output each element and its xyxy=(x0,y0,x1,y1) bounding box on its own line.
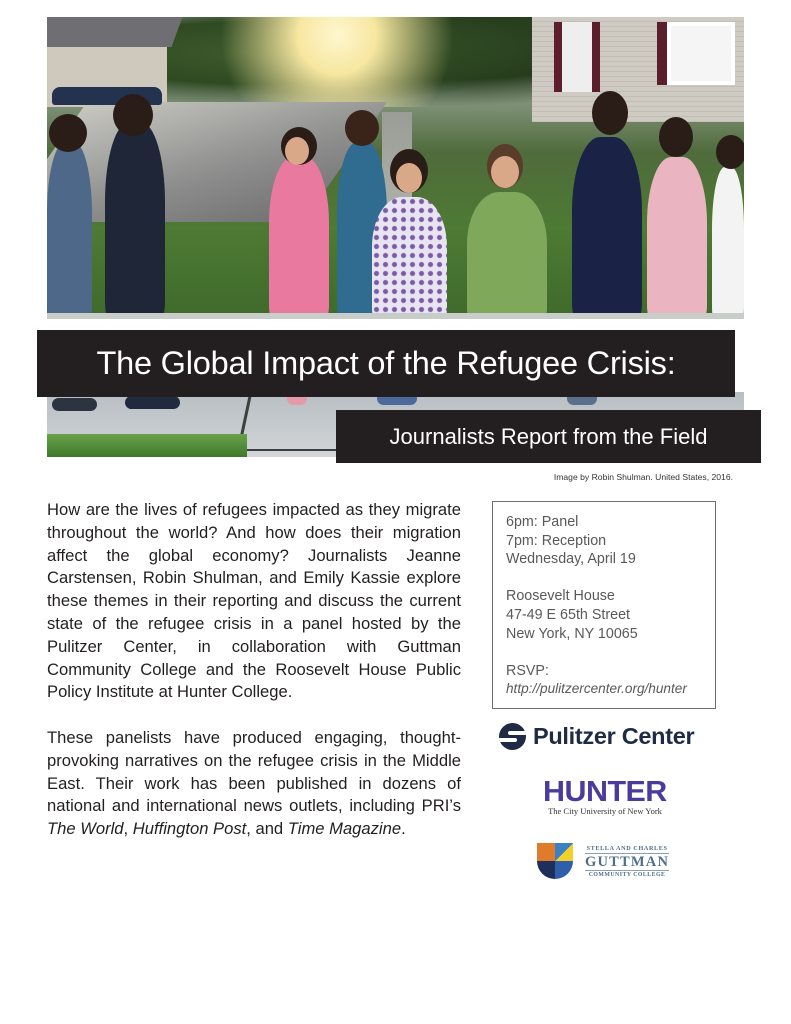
mark-stripe xyxy=(508,731,526,735)
venue-name: Roosevelt House xyxy=(506,588,615,605)
child xyxy=(467,192,547,319)
child-face xyxy=(396,163,422,193)
separator: , and xyxy=(246,819,288,839)
shield-quadrant xyxy=(555,843,573,861)
guttman-logo-wordmark xyxy=(585,845,669,878)
shield-quadrant xyxy=(537,843,555,861)
image-credit: Image by Robin Shulman. United States, 2016. xyxy=(553,472,733,482)
body-paragraph-2 xyxy=(47,727,461,841)
body-paragraph-1: How are the lives of refugees impacted as they migrate throughout the world? And how does their migration affect the global economy? Journalists Jeanne Carstensen, Robin Shulman, and Emily Kassie explore these themes in their reporting and discuss the current state of the refugee crisis in a panel hosted by the Pulitzer Center, in collaboration with Guttman Community College and the Roosevelt House Public Policy Institute at Hunter College. xyxy=(47,500,461,702)
child-head xyxy=(345,110,379,146)
guttman-shield-icon xyxy=(537,843,573,879)
guttman-college-logo xyxy=(537,843,669,879)
child-head xyxy=(592,91,628,135)
child xyxy=(105,122,165,319)
title-banner xyxy=(37,330,735,397)
window xyxy=(667,22,735,85)
shield-quadrant xyxy=(537,861,555,879)
hunter-college-logo xyxy=(542,776,668,816)
guttman-logo-name: GUTTMAN xyxy=(585,853,670,870)
pulitzer-center-logo xyxy=(499,723,694,750)
schedule-reception: 7pm: Reception xyxy=(506,532,607,549)
subtitle-banner xyxy=(336,410,761,463)
page-subtitle: Journalists Report from the Field xyxy=(389,423,708,449)
child-head xyxy=(716,135,744,169)
event-info-box xyxy=(492,501,716,709)
child-face xyxy=(285,137,309,165)
child-face xyxy=(491,156,519,188)
spacer xyxy=(506,569,715,588)
shoe xyxy=(125,396,180,409)
rsvp-label: RSVP: xyxy=(506,662,549,679)
pulitzer-logo-text: Pulitzer Center xyxy=(533,723,695,749)
venue-city: New York, NY 10065 xyxy=(506,625,638,642)
house-right xyxy=(532,17,744,122)
hero-photo-main xyxy=(47,17,744,319)
child xyxy=(572,137,642,319)
mark-stripe xyxy=(499,738,517,742)
body-text xyxy=(47,499,461,864)
child xyxy=(372,197,447,319)
schedule-panel: 6pm: Panel xyxy=(506,514,579,530)
hunter-logo-tagline: The City University of New York xyxy=(548,806,662,816)
child xyxy=(647,157,707,319)
window xyxy=(562,22,592,92)
child-head xyxy=(49,114,87,152)
separator: , xyxy=(123,819,133,839)
shoe xyxy=(52,398,97,411)
road xyxy=(47,102,387,222)
child xyxy=(269,157,329,319)
outlet-huffington-post: Huffington Post xyxy=(132,819,247,839)
child xyxy=(712,167,744,319)
outlet-the-world: The World xyxy=(47,819,124,839)
pulitzer-mark-icon xyxy=(499,723,526,750)
paragraph-end: . xyxy=(401,819,406,839)
guttman-logo-top: STELLA AND CHARLES xyxy=(586,844,668,852)
sidewalk-edge xyxy=(47,313,744,319)
venue-street: 47-49 E 65th Street xyxy=(506,606,630,623)
guttman-logo-bottom: COMMUNITY COLLEGE xyxy=(588,871,666,878)
hunter-logo-text: HUNTER xyxy=(543,776,667,808)
child-head xyxy=(659,117,693,157)
page-title: The Global Impact of the Refugee Crisis: xyxy=(96,345,676,381)
roof xyxy=(47,17,182,47)
event-date: Wednesday, April 19 xyxy=(506,551,636,568)
rsvp-link[interactable]: http://pulitzercenter.org/hunter xyxy=(506,681,687,697)
spacer xyxy=(506,643,715,662)
child-head xyxy=(113,94,153,136)
shield-quadrant xyxy=(555,861,573,879)
grass xyxy=(47,434,247,457)
child xyxy=(47,142,92,319)
sunlight xyxy=(217,17,517,107)
outlet-time-magazine: Time Magazine xyxy=(287,819,402,839)
paragraph-2-intro: These panelists have produced engaging, thought-provoking narratives on the refugee crisis in the Middle East. Their work has been published in dozens of national and international news outlets, including PRI’s xyxy=(47,727,461,816)
